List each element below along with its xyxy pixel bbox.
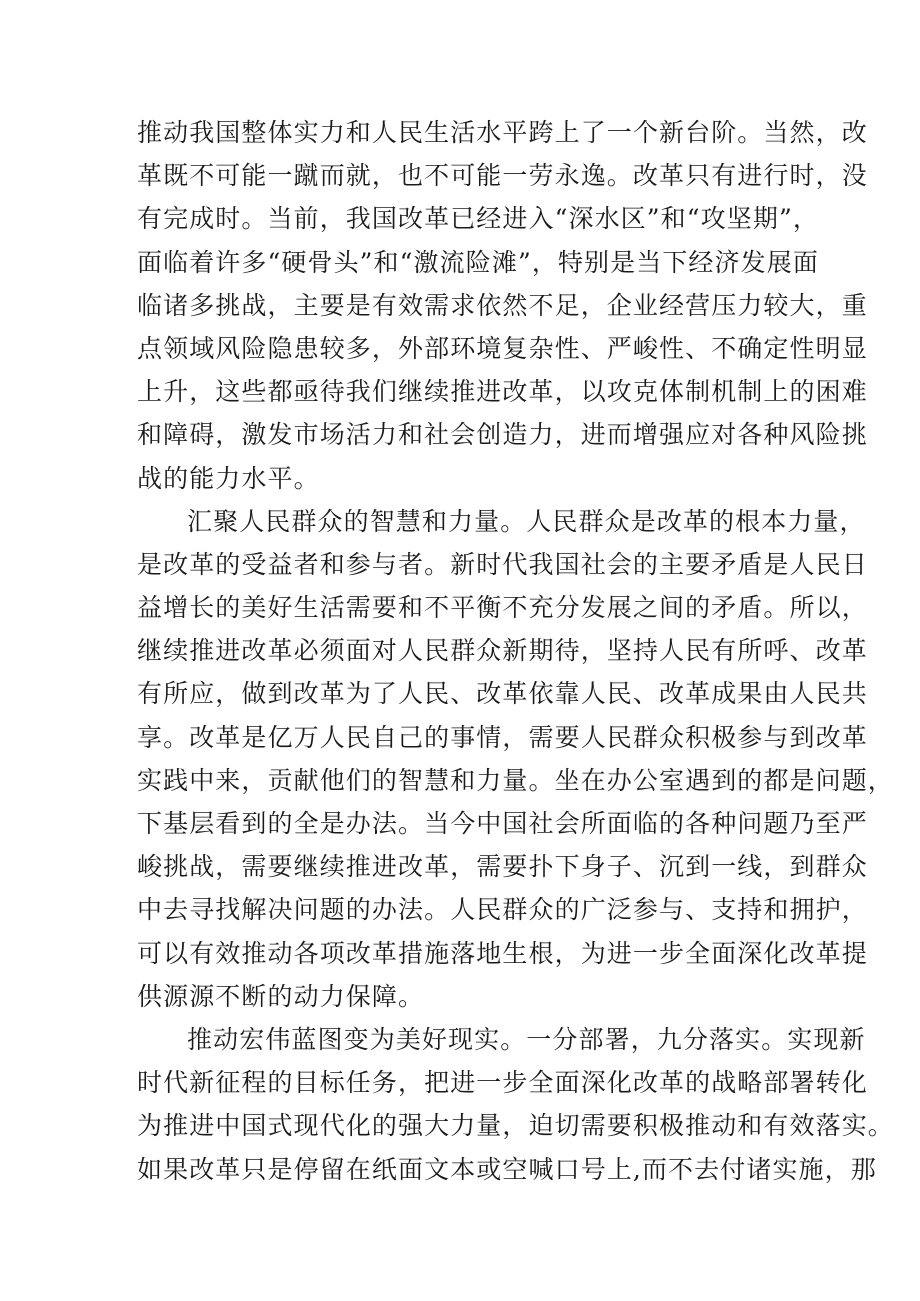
text-line: 实践中来，贡献他们的智慧和力量。坐在办公室遇到的都是问题， [137,765,894,795]
text-line: 中去寻找解决问题的办法。人民群众的广泛参与、支持和拥护， [137,895,868,925]
text-line: 为推进中国式现代化的强大力量，迫切需要积极推动和有效落实。 [137,1111,894,1141]
text-line: 战的能力水平。 [137,463,320,493]
text-line: 是改革的受益者和参与者。新时代我国社会的主要矛盾是人民日 [137,549,868,579]
paragraph-heading-line: 汇聚人民群众的智慧和力量。人民群众是改革的根本力量， [187,506,866,536]
text-line: 和障碍，激发市场活力和社会创造力，进而增强应对各种风险挑 [137,420,868,450]
text-line: 继续推进改革必须面对人民群众新期待，坚持人民有所呼、改革 [137,636,868,666]
text-line: 供源源不断的动力保障。 [137,981,425,1011]
text-line: 可以有效推动各项改革措施落地生根，为进一步全面深化改革提 [137,938,868,968]
text-line: 有所应，做到改革为了人民、改革依靠人民、改革成果由人民共 [137,679,868,709]
text-line: 时代新征程的目标任务，把进一步全面深化改革的战略部署转化 [137,1068,868,1098]
body-text [137,111,894,1191]
text-line: 推动我国整体实力和人民生活水平跨上了一个新台阶。当然，改 [137,118,868,147]
text-line: 下基层看到的全是办法。当今中国社会所面临的各种问题乃至严 [137,809,868,838]
text-line: 点领域风险隐患较多，外部环境复杂性、严峻性、不确定性明显 [137,333,868,363]
text-line: 峻挑战，需要继续推进改革，需要扑下身子、沉到一线，到群众 [137,852,868,882]
text-line: 有完成时。当前，我国改革已经进入“深水区”和“攻坚期”， [137,204,819,234]
paragraph-heading-line: 推动宏伟蓝图变为美好现实。一分部署，九分落实。实现新 [187,1024,866,1054]
text-line: 面临着许多“硬骨头”和“激流险滩”，特别是当下经济发展面 [137,247,819,277]
text-line: 革既不可能一蹴而就，也不可能一劳永逸。改革只有进行时，没 [137,161,868,191]
text-line: 益增长的美好生活需要和不平衡不充分发展之间的矛盾。所以， [137,593,868,623]
text-line: 如果改革只是停留在纸面文本或空喊口号上,而不去付诸实施，那 [137,1154,877,1184]
text-line: 上升，这些都亟待我们继续推进改革，以攻克体制机制上的困难 [137,377,868,407]
text-line: 享。改革是亿万人民自己的事情，需要人民群众积极参与到改革 [137,722,868,752]
text-line: 临诸多挑战，主要是有效需求依然不足，企业经营压力较大，重 [137,290,868,320]
